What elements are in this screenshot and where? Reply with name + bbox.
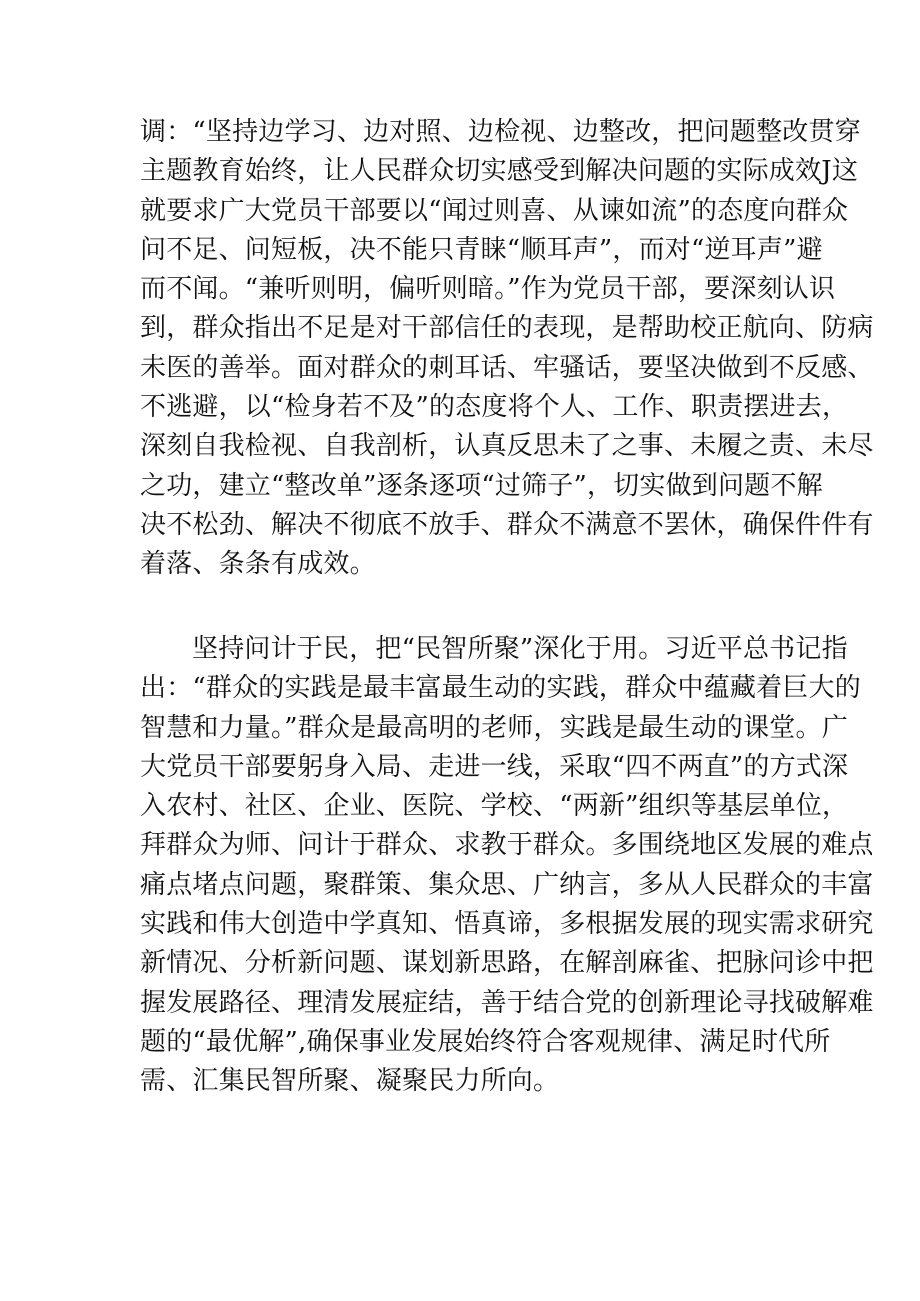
paragraph-line: 实践和伟大创造中学真知、悟真谛，多根据发展的现实需求研究 bbox=[140, 909, 874, 940]
paragraph-line: 而不闻。“兼听则明，偏听则暗。”作为党员干部，要深刻认识 bbox=[140, 274, 836, 305]
paragraph-line: 大党员干部要躬身入局、走进一线，采取“四不两直”的方式深 bbox=[140, 751, 849, 782]
paragraph-line: 握发展路径、理清发展症结，善于结合党的创新理论寻找破解难 bbox=[140, 987, 874, 1018]
paragraph-line: 入农村、社区、企业、医院、学校、“两新”组织等基层单位， bbox=[140, 791, 849, 822]
paragraph-line: 拜群众为师、问计于群众、求教于群众。多围绕地区发展的难点 bbox=[140, 830, 874, 861]
paragraph-line: 新情况、分析新问题、谋划新思路，在解剖麻雀、把脉问诊中把 bbox=[140, 948, 874, 979]
paragraph-line: 需、汇集民智所聚、凝聚民力所向。 bbox=[140, 1066, 560, 1097]
paragraph-line: 调：“坚持边学习、边对照、边检视、边整改，把问题整改贯穿 bbox=[140, 117, 861, 147]
paragraph-line: 智慧和力量。”群众是最高明的老师，实践是最生动的课堂。广 bbox=[140, 712, 848, 743]
paragraph-1 bbox=[140, 113, 874, 585]
paragraph-line: 深刻自我检视、自我剖析，认真反思未了之事、未履之责、未尽 bbox=[140, 431, 874, 462]
paragraph-2 bbox=[140, 630, 874, 1102]
paragraph-line: 主题教育始终，让人民群众切实感受到解决问题的实际成效J这 bbox=[140, 156, 859, 187]
paragraph-line: 到，群众指出不足是对干部信任的表现，是帮助校正航向、防病 bbox=[140, 313, 874, 344]
paragraph-line: 问不足、问短板，决不能只青睐“顺耳声”，而对“逆耳声”避 bbox=[140, 234, 823, 265]
paragraph-line: 痛点堵点问题，聚群策、集众思、广纳言，多从人民群众的丰富 bbox=[140, 869, 874, 900]
paragraph-line: 之功，建立“整改单”逐条逐项“过筛子”，切实做到问题不解 bbox=[140, 470, 823, 501]
paragraph-line: 就要求广大党员干部要以“闻过则喜、从谏如流”的态度向群众 bbox=[140, 195, 849, 226]
paragraph-line: 题的“最优解”,确保事业发展始终符合客观规律、满足时代所 bbox=[140, 1026, 831, 1057]
paragraph-line: 着落、条条有成效。 bbox=[140, 549, 376, 580]
paragraph-line: 决不松劲、解决不彻底不放手、群众不满意不罢休，确保件件有 bbox=[140, 509, 874, 540]
paragraph-line: 出：“群众的实践是最丰富最生动的实践，群众中蕴藏着巨大的 bbox=[140, 673, 861, 704]
paragraph-line: 不逃避，以“检身若不及”的态度将个人、工作、职责摆进去， bbox=[140, 392, 849, 423]
paragraph-first-line: 坚持问计于民，把“民智所聚”深化于用。习近平总书记指 bbox=[192, 634, 848, 664]
paragraph-line: 未医的善举。面对群众的刺耳话、牢骚话，要坚决做到不反感、 bbox=[140, 352, 874, 383]
